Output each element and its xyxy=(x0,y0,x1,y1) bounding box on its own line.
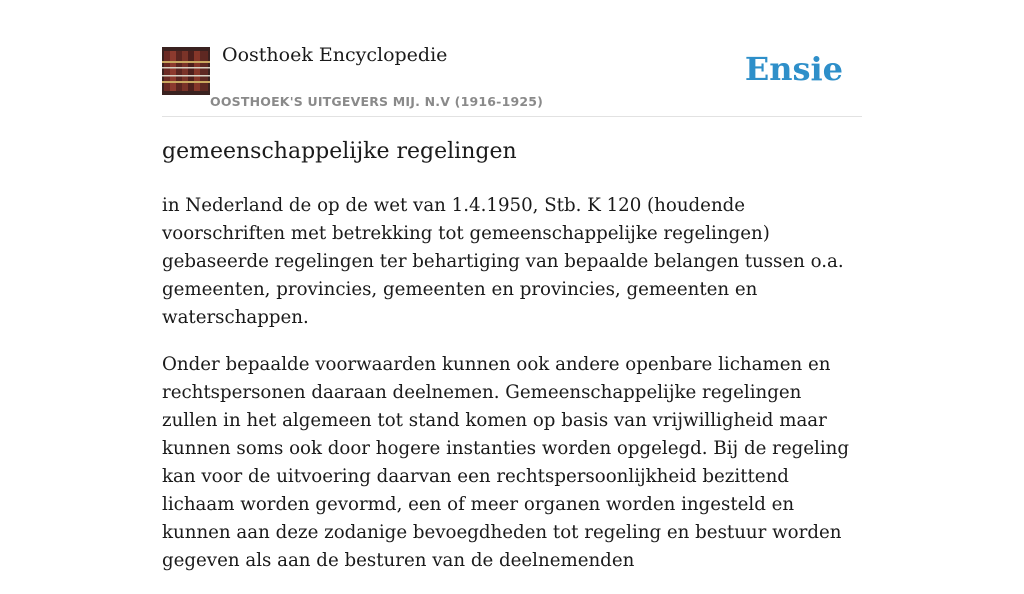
article-body xyxy=(162,192,862,594)
article-title: gemeenschappelijke regelingen xyxy=(162,139,517,164)
article-paragraph: Onder bepaalde voorwaarden kunnen ook andere openbare lichamen en rechtspersonen daaraan deelnemen. Gemeenschappelijke regelingen zullen in het algemeen tot stand komen op basis van vrijwilligheid maar kunnen soms ook door hogere instanties worden opgelegd. Bij de regeling kan voor de uitvoering daarvan een rechtspersoonlijkheid bezittend lichaam worden gevormd, een of meer organen worden ingesteld en kunnen aan deze zodanige bevoegdheden tot regeling en bestuur worden gegeven als aan de besturen van de deelnemenden xyxy=(162,354,850,571)
source-title[interactable]: Oosthoek Encyclopedie xyxy=(222,44,448,66)
article-paragraph: in Nederland de op de wet van 1.4.1950, Stb. K 120 (houdende voorschriften met betrekking tot gemeenschappelijke regelingen) gebaseerde regelingen ter behartiging van bepaalde belangen tussen o.a. gemeenten, provincies, gemeenten en provincies, gemeenten en waterschappen. xyxy=(162,195,844,328)
source-subtitle: OOSTHOEK'S UITGEVERS MIJ. N.V (1916-1925) xyxy=(210,94,544,109)
book-spines-icon[interactable] xyxy=(162,47,210,95)
ensie-logo[interactable]: Ensie xyxy=(744,50,843,88)
content-container xyxy=(162,0,862,571)
header xyxy=(162,0,862,117)
